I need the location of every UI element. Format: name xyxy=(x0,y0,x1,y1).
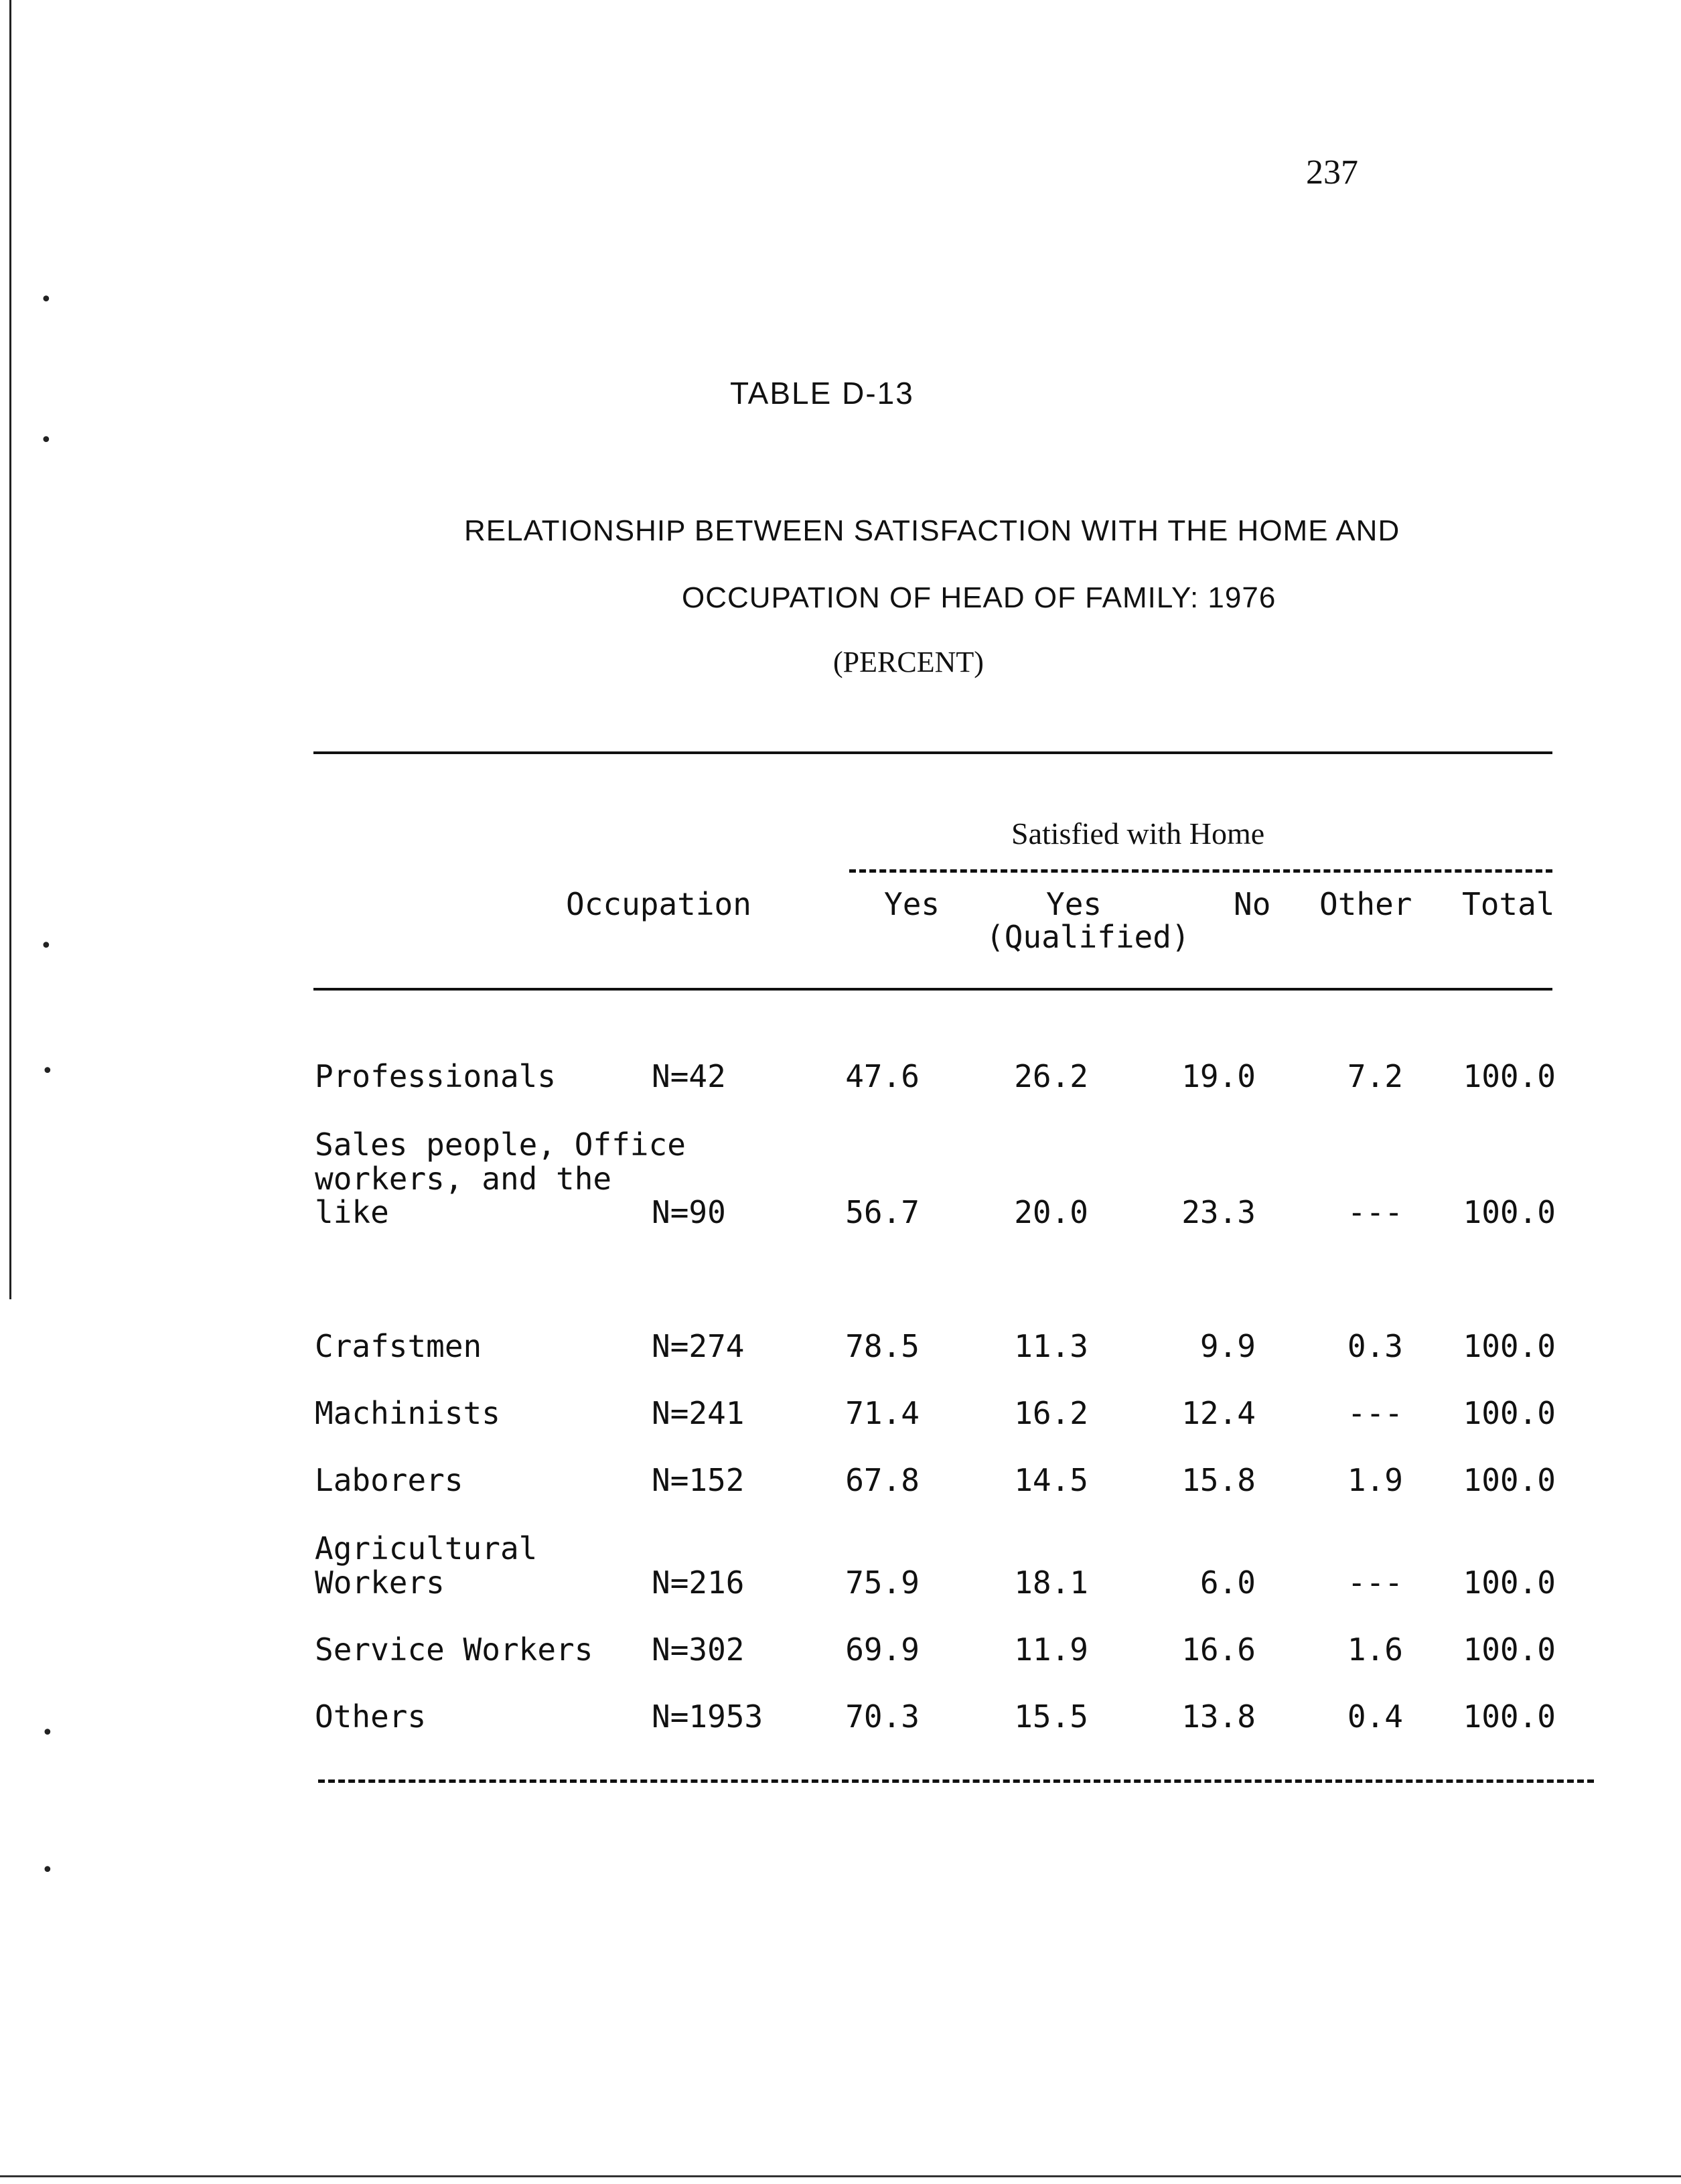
group-header-satisfied: Satisfied with Home xyxy=(1011,816,1265,851)
column-header-total: Total xyxy=(1462,886,1555,922)
row-n: N=302 xyxy=(652,1631,745,1668)
row-occupation: Professionals xyxy=(315,1058,557,1094)
cell-other: 1.9 xyxy=(1347,1462,1403,1498)
scan-speck: • xyxy=(40,429,52,452)
cell-yes-qualified: 20.0 xyxy=(1014,1194,1088,1230)
cell-no: 13.8 xyxy=(1181,1698,1256,1735)
scan-bottom-edge xyxy=(0,2175,1681,2177)
cell-yes-qualified: 15.5 xyxy=(1014,1698,1088,1735)
cell-yes-qualified: 18.1 xyxy=(1014,1564,1088,1601)
cell-yes-qualified: 11.9 xyxy=(1014,1631,1088,1668)
row-occupation: Agricultural xyxy=(315,1530,538,1567)
cell-yes-qualified: 16.2 xyxy=(1014,1395,1088,1431)
cell-yes: 75.9 xyxy=(845,1564,920,1601)
cell-no: 15.8 xyxy=(1181,1462,1256,1498)
scan-speck: • xyxy=(42,1721,54,1745)
cell-other: --- xyxy=(1347,1564,1403,1601)
row-n: N=90 xyxy=(652,1194,726,1230)
column-header-yes: Yes xyxy=(884,886,940,922)
scan-speck: • xyxy=(40,288,52,311)
row-n: N=241 xyxy=(652,1395,745,1431)
scan-left-edge xyxy=(9,0,11,1299)
table-subtitle: (PERCENT) xyxy=(833,646,984,678)
cell-total: 100.0 xyxy=(1463,1564,1556,1601)
cell-yes: 56.7 xyxy=(845,1194,920,1230)
cell-yes: 78.5 xyxy=(845,1328,920,1364)
cell-yes: 47.6 xyxy=(845,1058,920,1094)
table-title-line-1: RELATIONSHIP BETWEEN SATISFACTION WITH THE HOME AND xyxy=(464,514,1400,547)
column-header-other: Other xyxy=(1319,886,1412,922)
row-n: N=42 xyxy=(652,1058,726,1094)
scan-speck: • xyxy=(42,1060,54,1083)
cell-no: 6.0 xyxy=(1199,1564,1256,1601)
row-occupation: Sales people, Office xyxy=(315,1126,686,1163)
cell-other: 1.6 xyxy=(1347,1631,1403,1668)
row-occupation: Machinists xyxy=(315,1395,500,1431)
cell-total: 100.0 xyxy=(1463,1058,1556,1094)
cell-total: 100.0 xyxy=(1463,1631,1556,1668)
cell-yes: 71.4 xyxy=(845,1395,920,1431)
cell-yes: 69.9 xyxy=(845,1631,920,1668)
cell-yes-qualified: 11.3 xyxy=(1014,1328,1088,1364)
cell-yes-qualified: 26.2 xyxy=(1014,1058,1088,1094)
cell-other: 0.4 xyxy=(1347,1698,1403,1735)
cell-no: 19.0 xyxy=(1181,1058,1256,1094)
row-occupation: Service Workers xyxy=(315,1631,593,1668)
row-n: N=152 xyxy=(652,1462,745,1498)
row-occupation: workers, and the xyxy=(315,1161,612,1197)
cell-no: 12.4 xyxy=(1181,1395,1256,1431)
row-n: N=274 xyxy=(652,1328,745,1364)
cell-other: --- xyxy=(1347,1194,1403,1230)
page-number: 237 xyxy=(1306,153,1358,192)
cell-other: --- xyxy=(1347,1395,1403,1431)
cell-no: 23.3 xyxy=(1181,1194,1256,1230)
scan-speck: • xyxy=(40,934,52,958)
column-header-yes-qualified: Yes xyxy=(1046,886,1102,922)
cell-other: 7.2 xyxy=(1347,1058,1403,1094)
row-n: N=216 xyxy=(652,1564,745,1601)
header-bottom-rule xyxy=(313,988,1552,991)
table-bottom-rule xyxy=(318,1779,1594,1783)
column-header-yes-qualified-sub: (Qualified) xyxy=(986,919,1190,955)
row-occupation: like xyxy=(315,1194,389,1230)
group-header-rule xyxy=(849,869,1552,873)
row-occupation: Others xyxy=(315,1698,427,1735)
column-header-no: No xyxy=(1234,886,1271,922)
cell-yes-qualified: 14.5 xyxy=(1014,1462,1088,1498)
cell-no: 9.9 xyxy=(1199,1328,1256,1364)
cell-total: 100.0 xyxy=(1463,1395,1556,1431)
scan-speck: • xyxy=(42,1859,54,1882)
row-occupation: Crafstmen xyxy=(315,1328,482,1364)
cell-total: 100.0 xyxy=(1463,1328,1556,1364)
cell-total: 100.0 xyxy=(1463,1462,1556,1498)
cell-yes: 67.8 xyxy=(845,1462,920,1498)
table-top-rule xyxy=(313,751,1552,754)
table-label: TABLE D-13 xyxy=(730,376,914,411)
column-header-occupation: Occupation xyxy=(566,886,751,922)
cell-yes: 70.3 xyxy=(845,1698,920,1735)
cell-no: 16.6 xyxy=(1181,1631,1256,1668)
row-n: N=1953 xyxy=(652,1698,763,1735)
table-title-line-2: OCCUPATION OF HEAD OF FAMILY: 1976 xyxy=(682,581,1276,614)
cell-total: 100.0 xyxy=(1463,1698,1556,1735)
cell-other: 0.3 xyxy=(1347,1328,1403,1364)
row-occupation: Laborers xyxy=(315,1462,463,1498)
cell-total: 100.0 xyxy=(1463,1194,1556,1230)
row-occupation: Workers xyxy=(315,1564,445,1601)
